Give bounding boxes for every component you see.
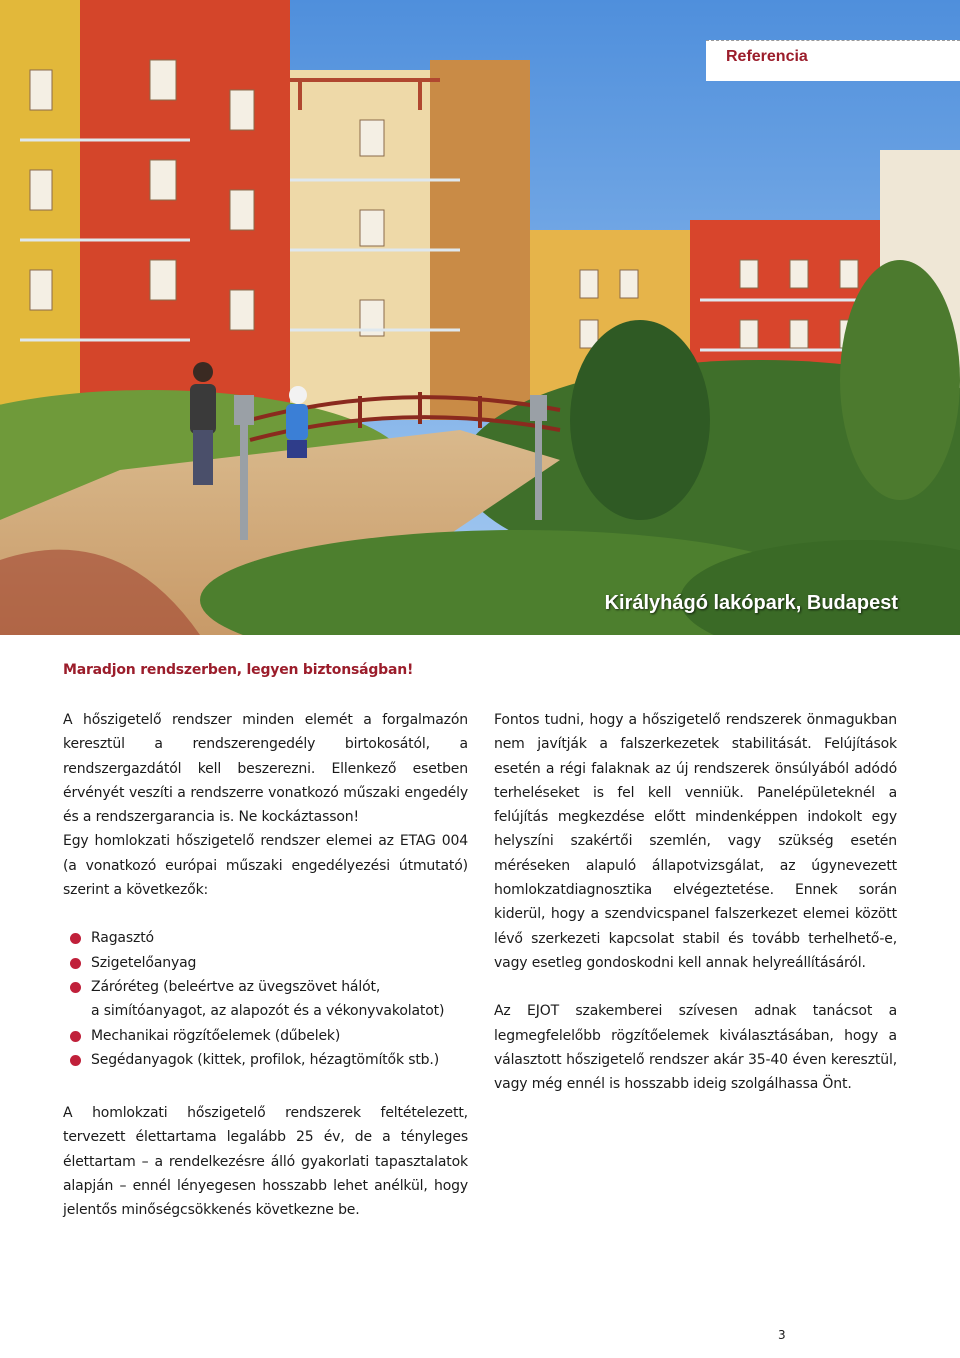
hero-photo [0, 0, 960, 635]
right-paragraph-2: Az EJOT szakemberei szívesen adnak tanácsot a legmegfelelőbb rögzítőelemek kiválasztásában, hogy a választott hőszigetelő rendszer akár 35-40 éven keresztül, vagy még ennél is hosszabb ideig szolgálhassa Önt. [494, 1003, 897, 1093]
bullet-icon [70, 933, 81, 944]
list-item [63, 1048, 468, 1072]
list-item-text: Segédanyagok (kittek, profilok, hézagtömítők stb.) [91, 1051, 440, 1068]
bottom-paragraph: A homlokzati hőszigetelő rendszerek feltételezett, tervezett élettartama legalább 25 év, de a tényleges élettartam – a rendelkezésre álló gyakorlati tapasztalatok alapján – ennél lényegesen hosszabb lehet anélkül, hogy jelentős minőségcsökkenés következne be. [63, 1105, 468, 1219]
list-item [63, 926, 468, 950]
right-column [494, 708, 897, 1096]
bottom-column [63, 1101, 468, 1222]
left-paragraph-1: A hőszigetelő rendszer minden elemét a forgalmazón keresztül a rendszerengedély birtokosától, a rendszergazdától kell beszerezni. Ellenkező esetben érvényét veszíti a rendszerre vonatkozó műszaki engedély és a rendszergarancia is. Ne kockáztasson! [63, 712, 468, 826]
list-item-text: Ragasztó [91, 930, 154, 947]
list-item [63, 951, 468, 975]
section-headline: Maradjon rendszerben, legyen biztonságban! [63, 662, 414, 678]
list-item [63, 975, 468, 1024]
list-item-text: Záróréteg (beleértve az üvegszövet hálót, [91, 978, 381, 995]
residential-park-illustration [0, 0, 960, 635]
list-item [63, 1024, 468, 1048]
list-item-text: Szigetelőanyag [91, 954, 197, 971]
bullet-icon [70, 1031, 81, 1042]
photo-caption: Királyhágó lakópark, Budapest [604, 592, 898, 614]
left-paragraph-2: Egy homlokzati hőszigetelő rendszer elemei az ETAG 004 (a vonatkozó európai műszaki engedélyezési útmutató) szerint a következők: [63, 833, 468, 899]
bullet-icon [70, 1055, 81, 1066]
spacer [63, 902, 468, 926]
list-item-subtext: a simítóanyagot, az alapozót és a vékonyvakolatot) [91, 1003, 445, 1020]
spacer [494, 975, 897, 999]
left-column [63, 708, 468, 1072]
right-paragraph-1: Fontos tudni, hogy a hőszigetelő rendszerek önmagukban nem javítják a falszerkezetek stabilitását. Felújítások esetén a régi falaknak az új rendszerek önsúlyából adódó terheléseket is fel kell venniük. Panelépületeknél a felújítás megkezdése előtt mindenképpen indokolt egy helyszíni szakértői szemlén, vagy szükség esetén méréseken alapuló állapotvizsgálat, az úgynevezett homlokzatdiagnosztika elvégeztetése. Ennek során kiderül, hogy a szendvicspanel falszerkezet elemei között lévő szerkezeti kapcsolat stabil és tovább terhelhető-e, vagy esetleg gondoskodni kell annak helyreállításáról. [494, 712, 897, 971]
component-list [63, 926, 468, 1072]
list-item-text: Mechanikai rögzítőelemek (dűbelek) [91, 1027, 341, 1044]
page-number: 3 [778, 1328, 786, 1342]
reference-label: Referencia [726, 48, 808, 65]
bullet-icon [70, 958, 81, 969]
bullet-icon [70, 982, 81, 993]
